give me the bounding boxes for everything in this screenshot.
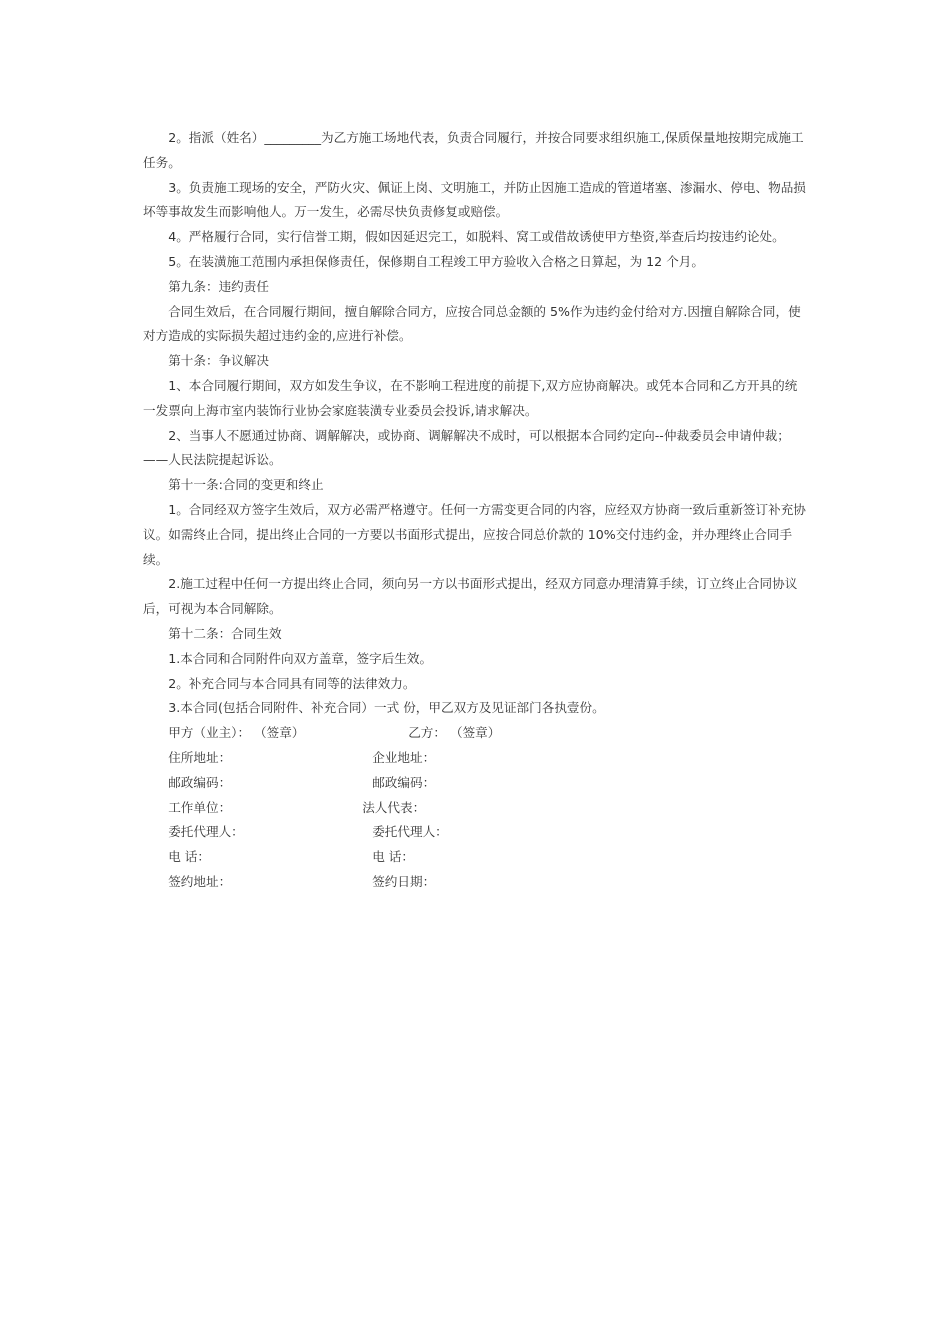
signing-place-label: 签约地址： [168,873,232,889]
article-11-item-1: 1。合同经双方签字生效后，双方必需严格遵守。任何一方需变更合同的内容，应经双方协商一致后重新签订补充协议。如需终止合同，提出终止合同的一方要以书面形式提出，应按合同总价款的 10%交付违约金，并办理终止合同手续。 [143,501,806,567]
article-10-item-2: 2、当事人不愿通过协商、调解解决，或协商、调解解决不成时，可以根据本合同约定向--仲裁委员会申请仲裁；——人民法院提起诉讼。 [143,427,790,468]
party-a-postcode-label: 邮政编码： [168,774,232,790]
signature-row-agent [143,820,809,845]
signature-parties-row [143,721,809,746]
article-12-heading: 第十二条：合同生效 [168,625,282,641]
clause-item-5: 5。在装潢施工范围内承担保修责任，保修期自工程竣工甲方验收入合格之日算起，为 12 个月。 [168,253,704,269]
signature-row-employer [143,796,809,821]
party-b-postcode-label: 邮政编码： [372,774,436,790]
article-10-heading: 第十条：争议解决 [168,353,269,369]
signature-row-postcode [143,771,809,796]
party-b-signature: 乙方： （签章） [408,725,501,741]
clause-item-3: 3。负责施工现场的安全，严防火灾、佩证上岗、文明施工，并防止因施工造成的管道堵塞、渗漏水、停电、物品损坏等事故发生而影响他人。万一发生，必需尽快负责修复或赔偿。 [143,179,806,220]
party-a-agent-label: 委托代理人： [168,824,244,840]
article-11-heading: 第十一条:合同的变更和终止 [168,477,324,493]
party-b-agent-label: 委托代理人： [372,824,448,840]
article-12-item-2: 2。补充合同与本合同具有同等的法律效力。 [168,675,416,691]
party-b-legal-rep-label: 法人代表： [362,799,426,815]
party-a-phone-label: 电 话： [168,849,210,865]
signature-row-address [143,746,809,771]
party-b-address-label: 企业地址： [372,749,436,765]
clause-item-4: 4。严格履行合同，实行信誉工期，假如因延迟完工，如脱料、窝工或借故诱使甲方垫资,举查后均按违约论处。 [168,229,785,245]
contract-document [143,126,809,895]
article-9-heading: 第九条：违约责任 [168,278,269,294]
signature-row-phone [143,845,809,870]
article-11-item-2: 2.施工过程中任何一方提出终止合同，须向另一方以书面形式提出，经双方同意办理清算手续，订立终止合同协议后，可视为本合同解除。 [143,576,798,617]
clause-item-2: 2。指派（姓名）_________为乙方施工场地代表，负责合同履行，并按合同要求组织施工,保质保量地按期完成施工任务。 [143,130,804,170]
signing-date-label: 签约日期： [372,873,436,889]
party-a-address-label: 住所地址： [168,749,232,765]
party-a-employer-label: 工作单位： [168,799,232,815]
article-10-item-1: 1、本合同履行期间，双方如发生争议，在不影响工程进度的前提下,双方应协商解决。或凭本合同和乙方开具的统一发票向上海市室内装饰行业协会家庭装潢专业委员会投诉,请求解决。 [143,377,798,418]
article-9-text: 合同生效后，在合同履行期间，擅自解除合同方，应按合同总金额的 5%作为违约金付给对方.因擅自解除合同，使对方造成的实际损失超过违约金的,应进行补偿。 [143,303,801,344]
article-12-item-1: 1.本合同和合同附件向双方盖章，签字后生效。 [168,650,433,666]
party-a-signature: 甲方（业主）： （签章） [168,725,305,741]
signature-row-place-date [143,870,809,895]
party-b-phone-label: 电 话： [372,849,414,865]
article-12-item-3: 3.本合同(包括合同附件、补充合同）一式 份，甲乙双方及见证部门各执壹份。 [168,700,605,716]
